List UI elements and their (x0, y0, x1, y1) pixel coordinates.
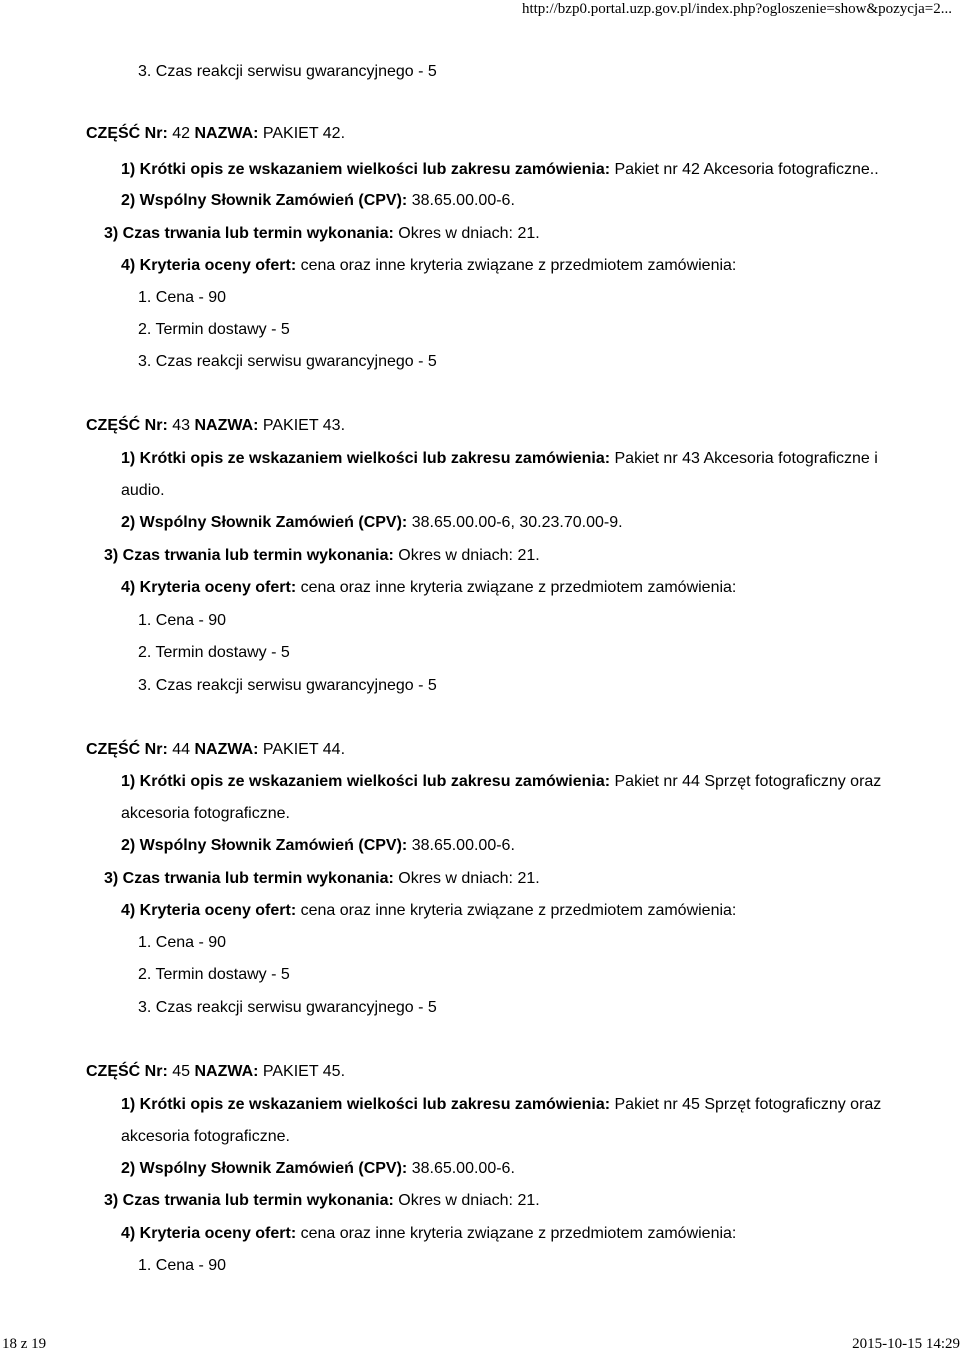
duration-value: Okres w dniach: 21. (393, 870, 540, 887)
part-name-label: NAZWA: (194, 125, 259, 142)
cpv-label: 2) Wspólny Słownik Zamówień (CPV): (121, 837, 408, 854)
part-cpv (121, 836, 515, 856)
duration-label: 3) Czas trwania lub termin wykonania: (104, 547, 394, 564)
part-description-continued: audio. (121, 482, 165, 499)
part-nr-value: 42 (167, 125, 195, 142)
page-number: 18 z 19 (2, 1336, 47, 1352)
criterion-item: 3. Czas reakcji serwisu gwarancyjnego - 5 (138, 353, 437, 370)
criterion-item: 3. Czas reakcji serwisu gwarancyjnego - 5 (138, 677, 437, 694)
part-description (121, 772, 881, 792)
description-value: Pakiet nr 44 Sprzęt fotograficzny oraz (610, 773, 882, 790)
criterion-item: 2. Termin dostawy - 5 (138, 321, 290, 338)
part-description (121, 1095, 881, 1115)
print-datetime: 2015-10-15 14:29 (852, 1336, 960, 1352)
part-name-value: PAKIET 42. (258, 125, 346, 142)
description-value: Pakiet nr 45 Sprzęt fotograficzny oraz (610, 1096, 882, 1113)
duration-value: Okres w dniach: 21. (393, 1192, 540, 1209)
criteria-label: 4) Kryteria oceny ofert: (121, 579, 297, 596)
part-name-value: PAKIET 43. (258, 417, 346, 434)
part-duration (104, 546, 540, 566)
cpv-value: 38.65.00.00-6, 30.23.70.00-9. (407, 514, 623, 531)
criterion-item: 1. Cena - 90 (138, 612, 227, 629)
criterion-item: 2. Termin dostawy - 5 (138, 966, 290, 983)
criterion-item: 1. Cena - 90 (138, 1257, 227, 1274)
criteria-value: cena oraz inne kryteria związane z przedmiotem zamówienia: (296, 902, 737, 919)
description-label: 1) Krótki opis ze wskazaniem wielkości lub zakresu zamówienia: (121, 450, 611, 467)
description-value: Pakiet nr 43 Akcesoria fotograficzne i (610, 450, 878, 467)
criteria-value: cena oraz inne kryteria związane z przedmiotem zamówienia: (296, 257, 737, 274)
part-heading (86, 416, 345, 436)
cpv-label: 2) Wspólny Słownik Zamówień (CPV): (121, 192, 408, 209)
part-name-label: NAZWA: (194, 1063, 259, 1080)
criteria-label: 4) Kryteria oceny ofert: (121, 902, 297, 919)
description-label: 1) Krótki opis ze wskazaniem wielkości lub zakresu zamówienia: (121, 161, 611, 178)
criterion-item: 2. Termin dostawy - 5 (138, 644, 290, 661)
part-nr-value: 43 (167, 417, 195, 434)
description-label: 1) Krótki opis ze wskazaniem wielkości lub zakresu zamówienia: (121, 1096, 611, 1113)
part-cpv (121, 191, 515, 211)
part-heading (86, 124, 345, 144)
cpv-value: 38.65.00.00-6. (407, 837, 515, 854)
part-name-label: NAZWA: (194, 741, 259, 758)
part-criteria (121, 1224, 736, 1244)
criteria-label: 4) Kryteria oceny ofert: (121, 257, 297, 274)
part-description (121, 160, 879, 180)
part-cpv (121, 513, 623, 533)
part-criteria (121, 901, 736, 921)
part-heading (86, 1062, 345, 1082)
part-name-label: NAZWA: (194, 417, 259, 434)
part-duration (104, 869, 540, 889)
part-description-continued: akcesoria fotograficzne. (121, 805, 290, 822)
criterion-item: 1. Cena - 90 (138, 934, 227, 951)
part-description-continued: akcesoria fotograficzne. (121, 1128, 290, 1145)
part-nr-label: CZĘŚĆ Nr: (86, 417, 168, 434)
criteria-label: 4) Kryteria oceny ofert: (121, 1225, 297, 1242)
lead-criterion: 3. Czas reakcji serwisu gwarancyjnego - 5 (138, 63, 437, 80)
part-heading (86, 740, 345, 760)
criteria-value: cena oraz inne kryteria związane z przedmiotem zamówienia: (296, 1225, 737, 1242)
duration-label: 3) Czas trwania lub termin wykonania: (104, 870, 394, 887)
part-duration (104, 1191, 540, 1211)
duration-label: 3) Czas trwania lub termin wykonania: (104, 225, 394, 242)
part-nr-value: 45 (167, 1063, 195, 1080)
part-criteria (121, 578, 736, 598)
part-name-value: PAKIET 44. (258, 741, 346, 758)
description-value: Pakiet nr 42 Akcesoria fotograficzne.. (610, 161, 879, 178)
duration-value: Okres w dniach: 21. (393, 225, 540, 242)
part-nr-label: CZĘŚĆ Nr: (86, 741, 168, 758)
part-nr-label: CZĘŚĆ Nr: (86, 125, 168, 142)
part-name-value: PAKIET 45. (258, 1063, 346, 1080)
cpv-label: 2) Wspólny Słownik Zamówień (CPV): (121, 1160, 408, 1177)
part-description (121, 449, 878, 469)
criterion-item: 1. Cena - 90 (138, 289, 227, 306)
part-criteria (121, 256, 736, 276)
cpv-value: 38.65.00.00-6. (407, 192, 515, 209)
duration-value: Okres w dniach: 21. (393, 547, 540, 564)
cpv-label: 2) Wspólny Słownik Zamówień (CPV): (121, 514, 408, 531)
criterion-item: 3. Czas reakcji serwisu gwarancyjnego - 5 (138, 999, 437, 1016)
part-duration (104, 224, 540, 244)
duration-label: 3) Czas trwania lub termin wykonania: (104, 1192, 394, 1209)
page-url-header: http://bzp0.portal.uzp.gov.pl/index.php?ogloszenie=show&pozycja=2... (521, 1, 952, 17)
part-nr-label: CZĘŚĆ Nr: (86, 1063, 168, 1080)
part-cpv (121, 1159, 515, 1179)
description-label: 1) Krótki opis ze wskazaniem wielkości lub zakresu zamówienia: (121, 773, 611, 790)
part-nr-value: 44 (167, 741, 195, 758)
cpv-value: 38.65.00.00-6. (407, 1160, 515, 1177)
criteria-value: cena oraz inne kryteria związane z przedmiotem zamówienia: (296, 579, 737, 596)
